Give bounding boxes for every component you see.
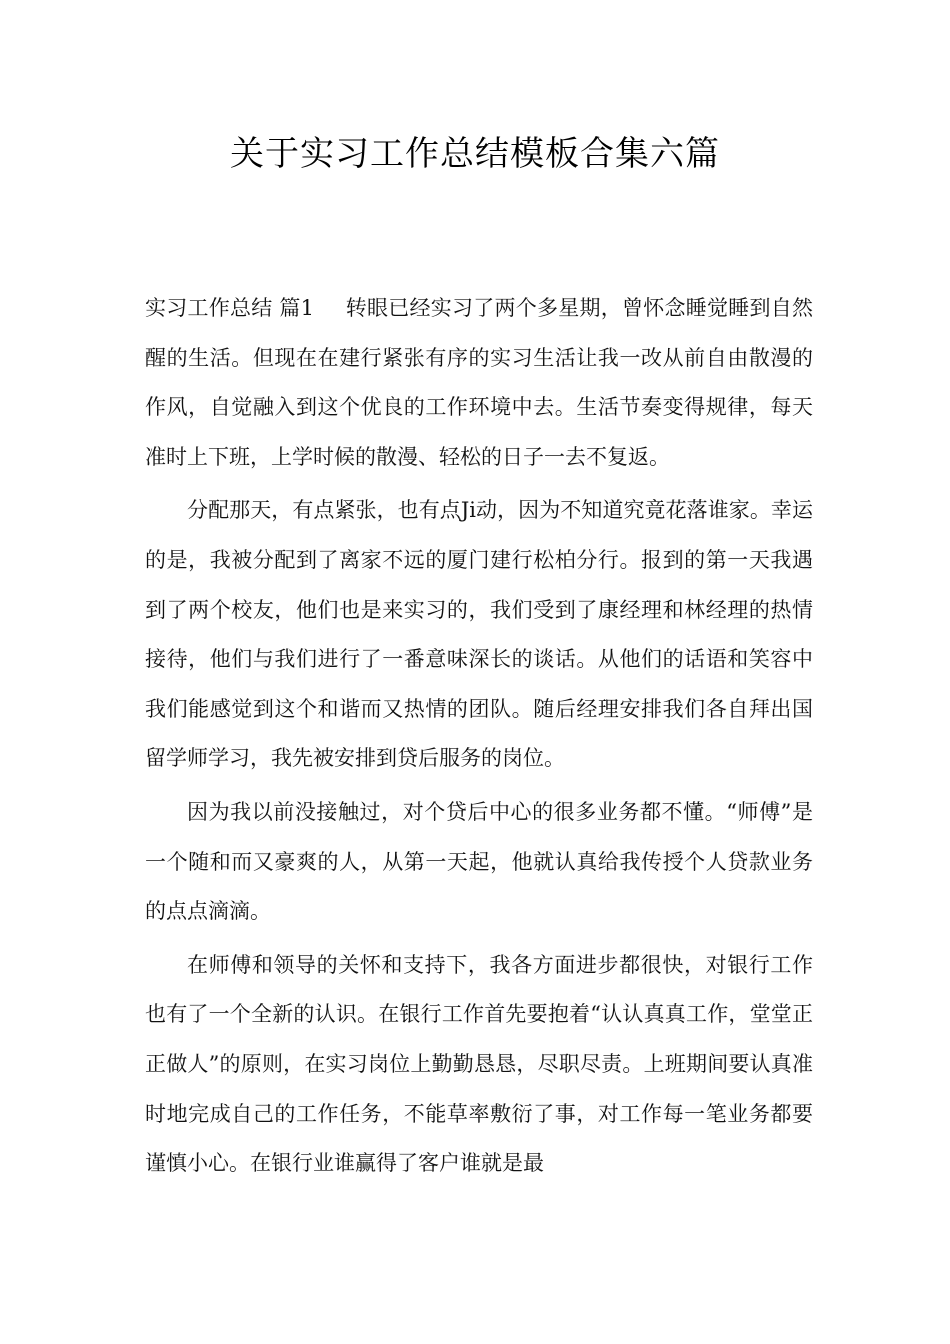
paragraph-4: 在师傅和领导的关怀和支持下，我各方面进步都很快，对银行工作也有了一个全新的认识。在银行工作首先要抱着“认认真真工作，堂堂正正做人”的原则，在实习岗位上勤勤恳恳，尽职尽责。上班期间要认真准时地完成自己的工作任务，不能草率敷衍了事，对工作每一笔业务都要谨慎小心。在银行业谁赢得了客户谁就是最: [145, 952, 813, 1176]
paragraph-2: 分配那天，有点紧张，也有点Ji动，因为不知道究竟花落谁家。幸运的是，我被分配到了离家不远的厦门建行松柏分行。报到的第一天我遇到了两个校友，他们也是来实习的，我们受到了康经理和林经理的热情接待，他们与我们进行了一番意味深长的谈话。从他们的话语和笑容中我们能感觉到这个和谐而又热情的团队。随后经理安排我们各自拜出国留学师学习，我先被安排到贷后服务的岗位。: [145, 498, 813, 771]
paragraph-1-text: 转眼已经实习了两个多星期，曾怀念睡觉睡到自然醒的生活。但现在在建行紧张有序的实习生活让我一改从前自由散漫的作风，自觉融入到这个优良的工作环境中去。生活节奏变得规律，每天准时上下班，上学时候的散漫、轻松的日子一去不复返。: [145, 296, 813, 469]
paragraph-3: 因为我以前没接触过，对个贷后中心的很多业务都不懂。“师傅”是一个随和而又豪爽的人，从第一天起，他就认真给我传授个人贷款业务的点点滴滴。: [145, 799, 813, 924]
document-title: 关于实习工作总结模板合集六篇: [230, 134, 720, 174]
paragraph-1: [145, 284, 813, 482]
section-heading: 实习工作总结 篇1: [145, 296, 315, 320]
document-body: [145, 284, 813, 1193]
